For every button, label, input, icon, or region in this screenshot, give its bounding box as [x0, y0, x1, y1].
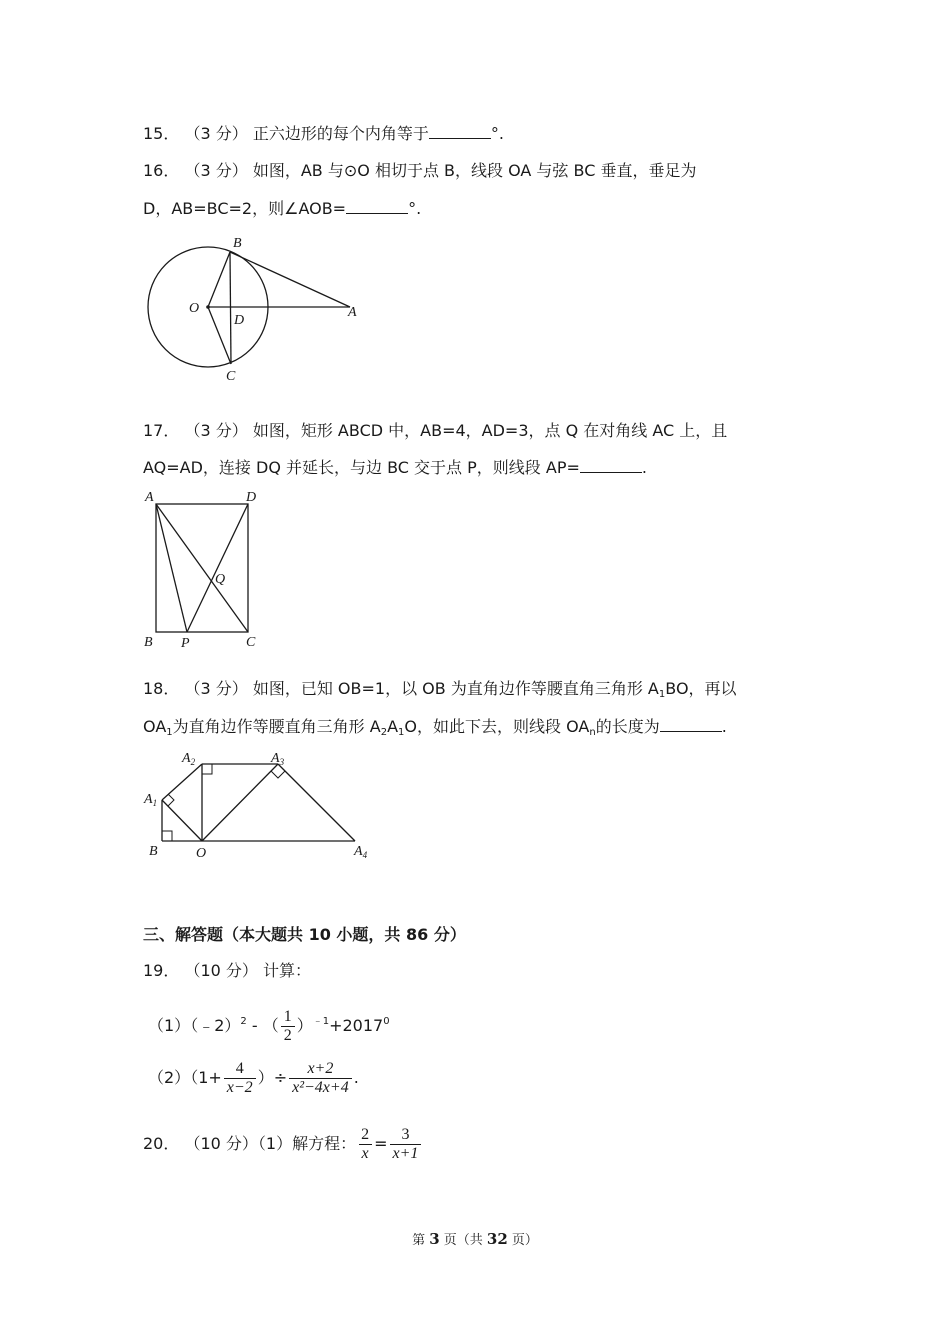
q18-number: 18． — [143, 679, 180, 698]
q18-text-2e: 的长度为 — [595, 717, 660, 736]
q19-part1-exp-a: 2 — [240, 1016, 247, 1027]
q18-sub: 2 — [380, 727, 388, 738]
q18-text-2c: A — [387, 717, 399, 736]
q18-text-2a: OA — [143, 717, 167, 736]
fraction-numerator: 1 — [283, 1008, 292, 1025]
q18-figure — [140, 745, 385, 865]
q18-sub: 1 — [658, 689, 666, 700]
q16-score: （3 分） — [184, 161, 248, 180]
q20-fraction-2 — [390, 1126, 422, 1163]
fraction-numerator: 2 — [361, 1126, 370, 1143]
q17-label-a: A — [145, 490, 154, 505]
q18-label-a3: $A_3$ — [271, 751, 285, 767]
q17-score: （3 分） — [184, 421, 248, 440]
q15-number: 15． — [143, 124, 180, 143]
q19-part1 — [148, 1004, 390, 1045]
q16-label-a: A — [348, 305, 357, 320]
q19-part2-end: . — [353, 1068, 359, 1087]
q18-label-b: B — [149, 844, 158, 859]
q16-segment-ob — [208, 252, 230, 307]
footer-page-number: 3 — [429, 1230, 440, 1248]
q20-part: （1）解方程： — [257, 1134, 357, 1153]
q17-end: . — [641, 458, 647, 477]
q18-end: . — [721, 717, 727, 736]
footer-text-c: 页） — [507, 1233, 538, 1248]
q19-part2-fraction-1 — [224, 1060, 256, 1097]
section3-title: 三、解答题（本大题共 10 小题，共 86 分） — [143, 925, 466, 944]
q18-label-a2: $A_2$ — [182, 751, 196, 767]
q18-answer-blank — [660, 717, 722, 732]
fraction-denominator: x+1 — [390, 1144, 422, 1163]
q19-part1-fraction — [281, 1008, 295, 1045]
q16-label-d: D — [234, 313, 245, 328]
q19-score: （10 分） — [184, 961, 258, 980]
q17-segment-ap — [156, 504, 187, 632]
q16-number: 16． — [143, 161, 180, 180]
q15-line — [143, 124, 504, 144]
q20-score: （10 分） — [184, 1134, 258, 1153]
q17-label-d: D — [246, 490, 257, 505]
fraction-numerator: x+2 — [307, 1060, 334, 1077]
q18-label-o: O — [196, 846, 207, 861]
q17-line1 — [143, 421, 727, 441]
q17-label-q: Q — [215, 572, 226, 587]
q16-center-dot — [206, 305, 210, 309]
q18-sub: 1 — [166, 727, 173, 738]
q16-line2 — [143, 199, 421, 219]
q20-equals: = — [374, 1134, 388, 1153]
q19-part1-exp-d: 0 — [383, 1016, 390, 1027]
q19-part2-label: （2） — [148, 1068, 191, 1087]
q16-text-1: 如图，AB 与⊙O 相切于点 B，线段 OA 与弦 BC 垂直，垂足为 — [252, 161, 697, 180]
q19-part1-term-a: （﹣2） — [190, 1016, 241, 1035]
q19-text: 计算： — [263, 961, 312, 980]
q18-sub: n — [589, 727, 596, 738]
footer-total-pages: 32 — [486, 1230, 508, 1248]
q16-line1 — [143, 161, 696, 181]
q15-text: 正六边形的每个内角等于 — [252, 124, 429, 143]
q19-part1-exp-c: ﹣1 — [312, 1016, 330, 1027]
q19-part2-fraction-2 — [289, 1060, 352, 1097]
q19-part1-term-b: - （ — [246, 1016, 279, 1035]
q19-part2-term-b: ）÷ — [257, 1068, 288, 1087]
q18-line1 — [143, 679, 737, 705]
q20-number: 20． — [143, 1134, 180, 1153]
fraction-numerator: 4 — [235, 1060, 244, 1077]
q18-right-angle-a3 — [271, 771, 285, 778]
q17-number: 17． — [143, 421, 180, 440]
q17-figure — [140, 488, 270, 653]
q18-text-1a: 如图，已知 OB=1，以 OB 为直角边作等腰直角三角形 A — [252, 679, 659, 698]
q18-segment-oa3 — [202, 764, 278, 841]
footer-text-b: 页（共 — [439, 1233, 487, 1248]
q18-text-2b: 为直角边作等腰直角三角形 A — [172, 717, 381, 736]
q15-score: （3 分） — [184, 124, 248, 143]
q18-segment-a3a4 — [278, 764, 355, 841]
q18-sub: 1 — [398, 727, 405, 738]
q17-text-2: AQ=AD，连接 DQ 并延长，与边 BC 交于点 P，则线段 AP= — [143, 458, 580, 477]
fraction-numerator: 3 — [401, 1126, 410, 1143]
q18-text-1b: BO，再以 — [665, 679, 737, 698]
q19-line — [143, 961, 311, 981]
q17-diagonal-ac — [156, 504, 248, 632]
q19-part1-term-d: +2017 — [329, 1016, 384, 1035]
q18-right-angle-a2 — [202, 764, 212, 774]
q17-segment-dp — [187, 504, 248, 632]
q15-end: °. — [490, 124, 504, 143]
q15-answer-blank — [429, 124, 491, 139]
fraction-denominator: x−2 — [224, 1078, 256, 1097]
footer-text-a: 第 — [412, 1233, 430, 1248]
q17-label-b: B — [144, 635, 153, 650]
q19-part1-term-c: ） — [296, 1016, 313, 1035]
q16-end: °. — [408, 199, 422, 218]
q19-part1-label: （1） — [148, 1016, 191, 1035]
q18-label-a4: $A_4$ — [354, 844, 368, 860]
q16-chord-bc — [230, 252, 231, 364]
q18-text-2d: O，如此下去，则线段 OA — [404, 717, 590, 736]
q19-part2 — [148, 1060, 359, 1097]
q16-figure — [140, 232, 370, 387]
fraction-denominator: x²−4x+4 — [289, 1078, 352, 1097]
q18-right-angle-b — [162, 831, 172, 841]
q20-fraction-1 — [358, 1126, 372, 1163]
q17-label-c: C — [246, 635, 256, 650]
q16-text-2: D，AB=BC=2，则∠AOB= — [143, 199, 347, 218]
q16-segment-oc — [208, 307, 231, 364]
fraction-denominator: 2 — [281, 1026, 295, 1045]
q19-part2-term-a: （1+ — [190, 1068, 222, 1087]
q17-text-1: 如图，矩形 ABCD 中，AB=4，AD=3，点 Q 在对角线 AC 上，且 — [252, 421, 728, 440]
q18-segment-a1o — [162, 800, 202, 841]
q18-score: （3 分） — [184, 679, 248, 698]
fraction-denominator: x — [359, 1144, 372, 1163]
q16-tangent-ab — [230, 252, 350, 307]
q17-answer-blank — [580, 458, 642, 473]
q18-label-a1: $A_1$ — [144, 792, 158, 808]
q17-line2 — [143, 458, 647, 478]
q17-label-p: P — [181, 636, 190, 651]
q19-number: 19． — [143, 961, 180, 980]
q16-answer-blank — [346, 199, 408, 214]
page-footer — [0, 1229, 950, 1248]
q16-label-c: C — [226, 369, 236, 384]
q18-line2 — [143, 717, 727, 743]
q18-right-angle-a1 — [168, 794, 174, 806]
q20-line — [143, 1126, 423, 1163]
q16-label-o: O — [189, 301, 200, 316]
q16-label-b: B — [233, 236, 242, 251]
